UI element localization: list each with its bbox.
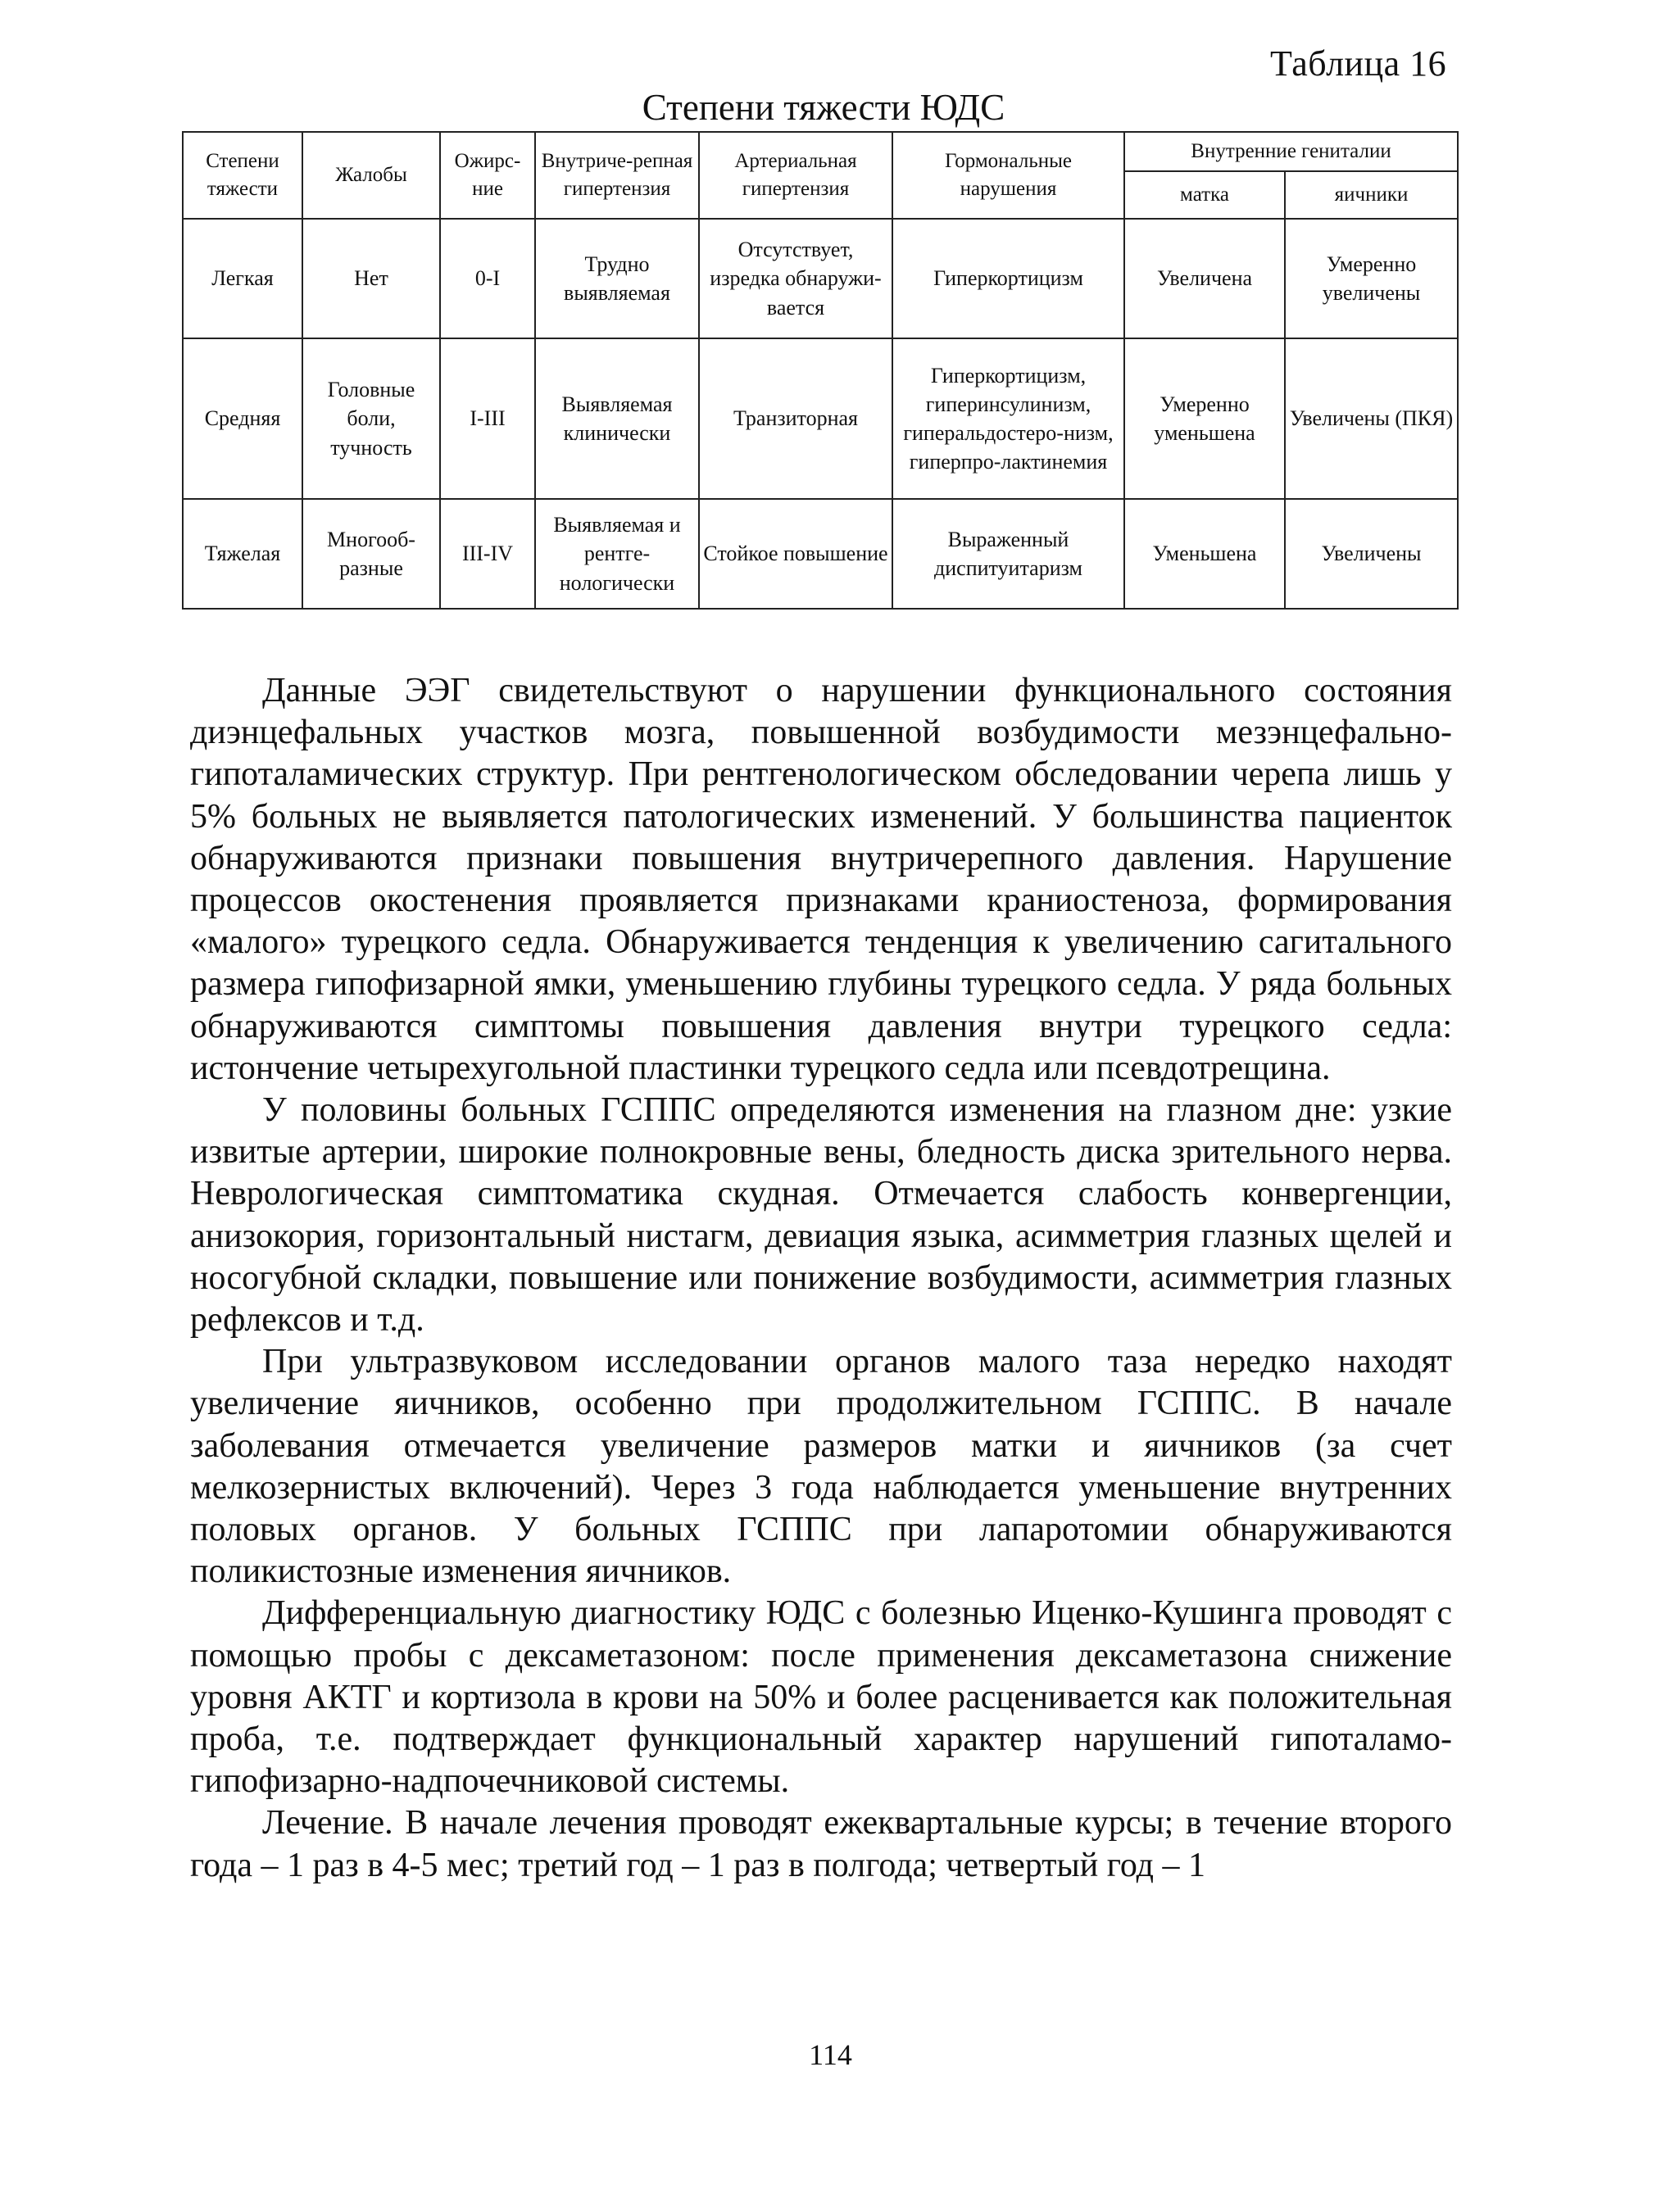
- cell-icp: Трудно выявляемая: [535, 219, 699, 338]
- cell-hormonal: Выраженный диспитуитаризм: [892, 499, 1124, 609]
- cell-uterus: Уменьшена: [1124, 499, 1285, 609]
- table-number: Таблица 16: [1270, 43, 1447, 84]
- cell-obesity: I-III: [440, 338, 535, 499]
- header-ovaries: яичники: [1285, 171, 1458, 219]
- cell-ovaries: Увеличены (ПКЯ): [1285, 338, 1458, 499]
- header-genitals: Внутренние гениталии: [1124, 132, 1458, 171]
- paragraph: При ультразвуковом исследовании органов малого таза нередко находят увеличение яичников, особенно при продолжительном ГСППС. В начале заболевания отмечается увеличение размеров матки и яичников (за счет мелкозернистых включений). Через 3 года наблюдается уменьшение внутренних половых органов. У больных ГСППС при лапаротомии обнаруживаются поликистозные изменения яичников.: [190, 1343, 1452, 1591]
- cell-complaints: Головные боли, тучность: [302, 338, 440, 499]
- table-title: Степени тяжести ЮДС: [642, 87, 1005, 128]
- cell-complaints: Многооб-разные: [302, 499, 440, 609]
- cell-obesity: 0-I: [440, 219, 535, 338]
- header-complaints: Жалобы: [302, 132, 440, 219]
- cell-hormonal: Гиперкортицизм: [892, 219, 1124, 338]
- cell-icp: Выявляемая клинически: [535, 338, 699, 499]
- cell-complaints: Нет: [302, 219, 440, 338]
- body-text: [190, 670, 1452, 1887]
- header-icp: Внутриче-репная гипертензия: [535, 132, 699, 219]
- header-severity: Степени тяжести: [183, 132, 302, 219]
- paragraph: Лечение. В начале лечения проводят ежеквартальные курсы; в течение второго года – 1 раз в 4-5 мес; третий год – 1 раз в полгода; четвертый год – 1: [190, 1804, 1452, 1884]
- paragraph: У половины больных ГСППС определяются изменения на глазном дне: узкие извитые артерии, широкие полнокровные вены, бледность диска зрительного нерва. Неврологическая симптоматика скудная. Отмечается слабость конвергенции, анизокория, горизонтальный нистагм, девиация языка, асимметрия глазных щелей и носогубной складки, повышение или понижение возбудимости, асимметрия глазных рефлексов и т.д.: [190, 1091, 1452, 1339]
- page-number: 114: [809, 2038, 852, 2071]
- cell-uterus: Умеренно уменьшена: [1124, 338, 1285, 499]
- table-row: [183, 219, 1458, 338]
- cell-icp: Выявляемая и рентге-нологически: [535, 499, 699, 609]
- header-hormonal: Гормональные нарушения: [892, 132, 1124, 219]
- severity-table: [182, 131, 1459, 610]
- cell-severity: Средняя: [183, 338, 302, 499]
- header-arterial: Артериальная гипертензия: [699, 132, 892, 219]
- cell-severity: Легкая: [183, 219, 302, 338]
- cell-hormonal: Гиперкортицизм, гиперинсулинизм, гиперальдостеро-низм, гиперпро-лактинемия: [892, 338, 1124, 499]
- paragraph: Данные ЭЭГ свидетельствуют о нарушении функционального состояния диэнцефальных участков мозга, повышенной возбудимости мезэнцефально-гипоталамических структур. При рентгенологическом обследовании черепа лишь у 5% больных не выявляется патологических изменений. У большинства пациенток обнаруживаются признаки повышения внутричерепного давления. Нарушение процессов окостенения проявляется признаками краниостеноза, формирования «малого» турецкого седла. Обнаруживается тенденция к увеличению сагитального размера гипофизарной ямки, уменьшению глубины турецкого седла. У ряда больных обнаруживаются симптомы повышения давления внутри турецкого седла: истончение четырехугольной пластинки турецкого седла или псевдотрещина.: [190, 672, 1452, 1087]
- table-row: [183, 499, 1458, 609]
- cell-ovaries: Умеренно увеличены: [1285, 219, 1458, 338]
- table-row: [183, 338, 1458, 499]
- header-obesity: Ожирс-ние: [440, 132, 535, 219]
- header-uterus: матка: [1124, 171, 1285, 219]
- cell-arterial: Транзиторная: [699, 338, 892, 499]
- paragraph: Дифференциальную диагностику ЮДС с болезнью Иценко-Кушинга проводят с помощью пробы с дексаметазоном: после применения дексаметазона снижение уровня АКТГ и кортизола в крови на 50% и более расценивается как положительная проба, т.е. подтверждает функциональный характер нарушений гипоталамо-гипофизарно-надпочечниковой системы.: [190, 1594, 1452, 1801]
- cell-ovaries: Увеличены: [1285, 499, 1458, 609]
- cell-obesity: III-IV: [440, 499, 535, 609]
- cell-arterial: Отсутствует, изредка обнаружи-вается: [699, 219, 892, 338]
- cell-arterial: Стойкое повышение: [699, 499, 892, 609]
- cell-severity: Тяжелая: [183, 499, 302, 609]
- cell-uterus: Увеличена: [1124, 219, 1285, 338]
- table-header-row: [183, 132, 1458, 171]
